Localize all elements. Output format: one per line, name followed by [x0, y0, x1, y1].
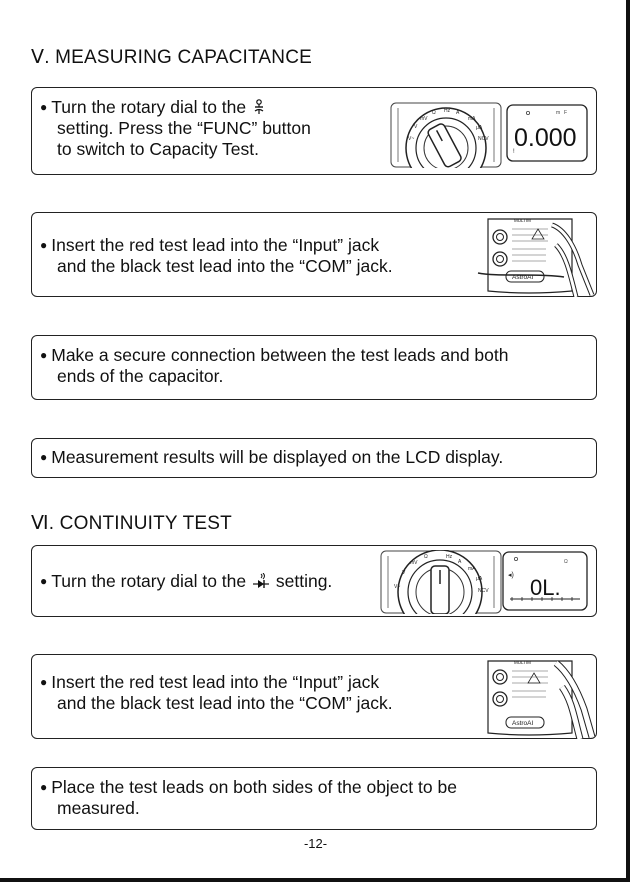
step-line: Make a secure connection between the test leads and both	[51, 345, 509, 365]
svg-text:Ω: Ω	[564, 559, 568, 565]
svg-text:μA: μA	[476, 125, 483, 131]
lcd-continuity-illustration	[502, 551, 588, 611]
step-box-cap-4	[31, 438, 597, 478]
step-text	[40, 571, 332, 592]
step-line: Turn the rotary dial to the	[51, 97, 247, 117]
brand-label: AstroAI	[512, 720, 534, 727]
svg-text:Hz: Hz	[446, 554, 453, 560]
section-title-capacitance: Ⅴ. MEASURING CAPACITANCE	[31, 47, 313, 68]
svg-text:A: A	[456, 110, 460, 116]
svg-text:mV: mV	[410, 560, 418, 566]
section-title-continuity: Ⅵ. CONTINUITY TEST	[31, 513, 232, 534]
step-line: measured.	[57, 798, 140, 818]
step-line: and the black test lead into the “COM” jack.	[57, 693, 393, 713]
svg-text:NCV: NCV	[478, 136, 489, 142]
bullet-icon: ●	[40, 348, 48, 362]
lcd-reading: 0L.	[530, 575, 561, 600]
brand-label: AstroAI	[512, 274, 534, 281]
step-line: ends of the capacitor.	[57, 366, 224, 386]
svg-text:!: !	[513, 149, 515, 155]
step-line: Measurement results will be displayed on the LCD display.	[51, 447, 504, 467]
bullet-icon: ●	[40, 574, 48, 588]
step-box-cont-3	[31, 767, 597, 830]
bullet-icon: ●	[40, 780, 48, 794]
step-text	[40, 97, 311, 160]
capacitor-symbol-icon	[253, 99, 265, 115]
bullet-icon: ●	[40, 238, 48, 252]
rotary-dial-illustration	[390, 102, 502, 168]
svg-text:MULTIM: MULTIM	[514, 218, 531, 223]
svg-text:V: V	[402, 570, 406, 576]
test-lead-jacks-illustration-continuity	[468, 657, 596, 739]
svg-text:mA: mA	[468, 116, 476, 122]
svg-text:Ω: Ω	[432, 110, 436, 116]
svg-text:NCV: NCV	[478, 588, 489, 594]
step-line: Insert the red test lead into the “Input” jack	[51, 672, 380, 692]
step-line: Place the test leads on both sides of the object to be	[51, 777, 457, 797]
bullet-icon: ●	[40, 675, 48, 689]
svg-text:Hz: Hz	[444, 108, 451, 114]
svg-text:mA: mA	[468, 566, 476, 572]
step-box-cont-2	[31, 654, 597, 739]
svg-text:◂): ◂)	[508, 572, 514, 579]
rotary-dial-illustration-continuity	[380, 550, 502, 614]
svg-text:Ω: Ω	[424, 554, 428, 560]
step-line: Turn the rotary dial to the	[51, 571, 247, 591]
svg-text:mV: mV	[420, 116, 428, 122]
step-box-cont-1	[31, 545, 597, 617]
svg-text:MULTIM: MULTIM	[514, 660, 531, 665]
svg-text:m: m	[556, 110, 561, 116]
svg-text:F: F	[564, 110, 568, 116]
step-text	[40, 672, 393, 714]
svg-text:V~: V~	[394, 584, 401, 590]
step-line: to switch to Capacity Test.	[57, 139, 259, 159]
step-box-cap-2	[31, 212, 597, 297]
continuity-diode-symbol-icon	[253, 573, 269, 589]
step-text	[40, 345, 509, 387]
test-lead-jacks-illustration	[468, 215, 596, 297]
step-line: and the black test lead into the “COM” jack.	[57, 256, 393, 276]
lcd-reading: 0.000	[514, 124, 577, 152]
step-line: Insert the red test lead into the “Input” jack	[51, 235, 380, 255]
step-box-cap-1	[31, 87, 597, 175]
bullet-icon: ●	[40, 100, 48, 114]
bullet-icon: ●	[40, 450, 48, 464]
lcd-capacitance-illustration	[506, 104, 588, 162]
step-line: setting.	[275, 571, 333, 591]
step-box-cap-3	[31, 335, 597, 400]
step-text	[40, 777, 457, 819]
svg-text:V~: V~	[408, 136, 415, 142]
step-text	[40, 447, 503, 468]
page-number: -12-	[303, 836, 328, 851]
step-line: setting. Press the “FUNC” button	[57, 118, 311, 138]
svg-text:V: V	[414, 124, 418, 130]
svg-text:μA: μA	[476, 576, 483, 582]
step-text	[40, 235, 393, 277]
svg-text:A: A	[458, 559, 462, 565]
